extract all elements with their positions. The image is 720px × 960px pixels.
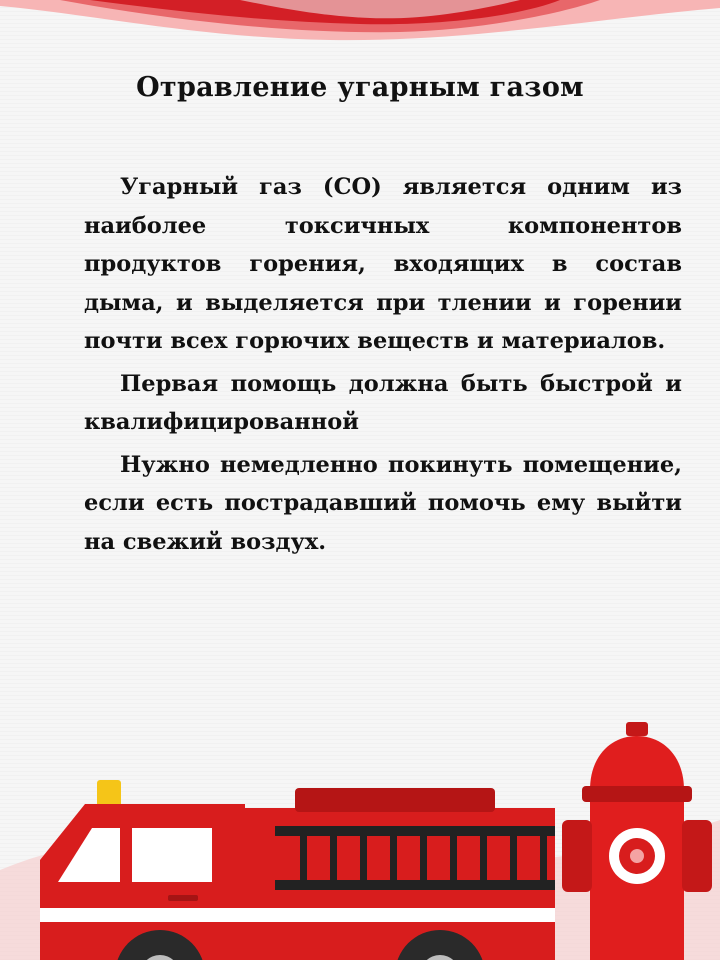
paragraph-evacuation: Нужно немедленно покинуть помещение, если есть пострадавший помочь ему выйти на свежий воздух. — [84, 451, 682, 555]
bottom-illustration — [0, 700, 720, 960]
fire-truck-icon — [40, 780, 555, 960]
paragraph-first-aid: Первая помощь должна быть быстрой и квалифицированной — [84, 370, 682, 435]
document-body — [84, 168, 682, 565]
paragraph-co-description: Угарный газ (CO) является одним из наиболее токсичных компонентов продуктов горения, входящих в состав дыма, и выделяется при тлении и горении почти всех горючих веществ и материалов. — [84, 174, 682, 354]
document-title: Отравление угарным газом — [136, 72, 584, 103]
top-red-wave-icon — [0, 0, 720, 70]
